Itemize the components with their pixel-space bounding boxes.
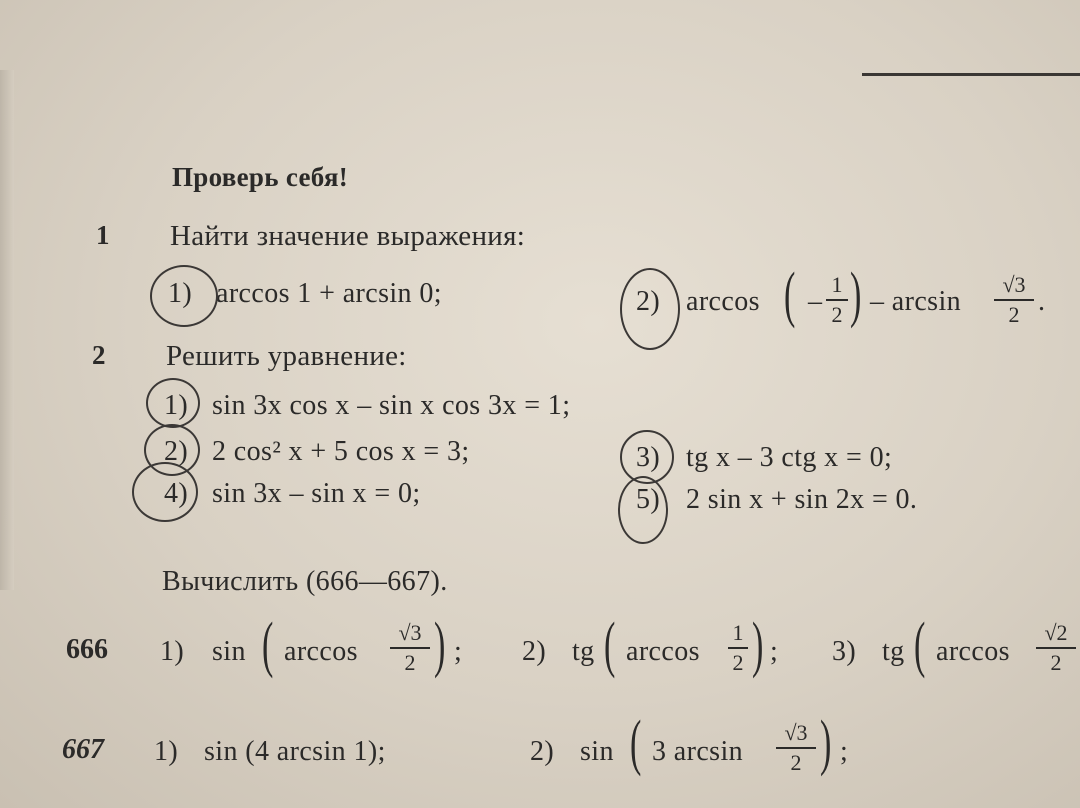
fraction-numerator: √2 [1044, 620, 1068, 645]
fraction [826, 274, 848, 326]
calc-heading: Вычислить (666—667). [162, 566, 448, 597]
right-paren: ) [752, 611, 764, 679]
task2-item4-label: 4) [164, 478, 189, 509]
fraction-bar [776, 747, 816, 749]
p666-item3-inner: arccos [936, 636, 1010, 667]
task2-item4-expr: sin 3x – sin x = 0; [212, 478, 421, 509]
problem-666-number: 666 [66, 634, 108, 665]
task2-heading: Решить уравнение: [166, 340, 407, 372]
p666-item3-pre: tg [882, 636, 905, 667]
task1-number: 1 [96, 220, 110, 250]
p666-item1-inner: arccos [284, 636, 358, 667]
fraction-numerator: √3 [1002, 272, 1026, 297]
right-paren: ) [434, 611, 446, 679]
top-rule-line [862, 73, 1080, 76]
task2-item3-label: 3) [636, 442, 661, 473]
task1-item1-label: 1) [168, 278, 193, 309]
fraction [728, 622, 748, 674]
fraction-numerator: 1 [732, 620, 744, 645]
fraction [994, 274, 1034, 326]
p667-item2-end: ; [840, 736, 849, 767]
task2-item1-label: 1) [164, 390, 189, 421]
pencil-circle-mark [150, 265, 218, 327]
p666-item1-end: ; [454, 636, 463, 667]
section-title: Проверь себя! [172, 162, 349, 192]
task2-item5-label: 5) [636, 484, 661, 515]
p666-item2-pre: tg [572, 636, 595, 667]
fraction-denominator: 2 [1008, 302, 1020, 327]
p666-item2-inner: arccos [626, 636, 700, 667]
p667-item1-expr: sin (4 arcsin 1); [204, 736, 386, 767]
fraction-numerator: √3 [784, 720, 808, 745]
fraction-bar [994, 299, 1034, 301]
task2-number: 2 [92, 340, 106, 370]
task1-item2-label: 2) [636, 286, 661, 317]
left-paren: ( [262, 611, 274, 679]
task2-item5-expr: 2 sin x + sin 2x = 0. [686, 484, 918, 515]
left-paren: ( [604, 611, 616, 679]
left-paren: ( [784, 261, 796, 329]
p667-item2-pre: sin [580, 736, 614, 767]
p666-item3-label: 3) [832, 636, 857, 667]
fraction-bar [1036, 647, 1076, 649]
task1-item2-middle: – arcsin [870, 286, 962, 317]
problem-667-number: 667 [62, 734, 104, 765]
task1-item2-end: . [1038, 286, 1046, 317]
right-paren: ) [820, 709, 832, 777]
task1-item1-expr: arccos 1 + arcsin 0; [216, 278, 442, 309]
right-paren: ) [850, 261, 862, 329]
left-paren: ( [630, 709, 642, 777]
task2-item2-label: 2) [164, 436, 189, 467]
pencil-circle-mark [146, 378, 200, 428]
p666-item1-label: 1) [160, 636, 185, 667]
fraction [1036, 622, 1076, 674]
task2-item3-expr: tg x – 3 ctg x = 0; [686, 442, 893, 473]
p667-item2-inner: 3 arcsin [652, 736, 744, 767]
task1-heading: Найти значение выражения: [170, 220, 526, 252]
fraction-bar [826, 299, 848, 301]
fraction-denominator: 2 [404, 650, 416, 675]
fraction-denominator: 2 [831, 302, 843, 327]
p667-item1-label: 1) [154, 736, 179, 767]
fraction-bar [728, 647, 748, 649]
fraction-numerator: 1 [831, 272, 843, 297]
fraction-denominator: 2 [790, 750, 802, 775]
task1-item2-func: arccos [686, 286, 760, 317]
task2-item1-expr: sin 3x cos x – sin x cos 3x = 1; [212, 390, 571, 421]
fraction-bar [390, 647, 430, 649]
p666-item1-pre: sin [212, 636, 246, 667]
p666-item2-label: 2) [522, 636, 547, 667]
pencil-circle-mark [132, 462, 198, 522]
left-paren: ( [914, 611, 926, 679]
fraction-numerator: √3 [398, 620, 422, 645]
p667-item2-label: 2) [530, 736, 555, 767]
pencil-circle-mark [620, 268, 680, 350]
task2-item2-expr: 2 cos² x + 5 cos x = 3; [212, 436, 470, 467]
page-edge [0, 70, 14, 590]
pencil-circle-mark [618, 476, 668, 544]
fraction-denominator: 2 [732, 650, 744, 675]
fraction-denominator: 2 [1050, 650, 1062, 675]
p666-item2-end: ; [770, 636, 779, 667]
minus-sign: – [808, 286, 823, 317]
fraction [390, 622, 430, 674]
fraction [776, 722, 816, 774]
